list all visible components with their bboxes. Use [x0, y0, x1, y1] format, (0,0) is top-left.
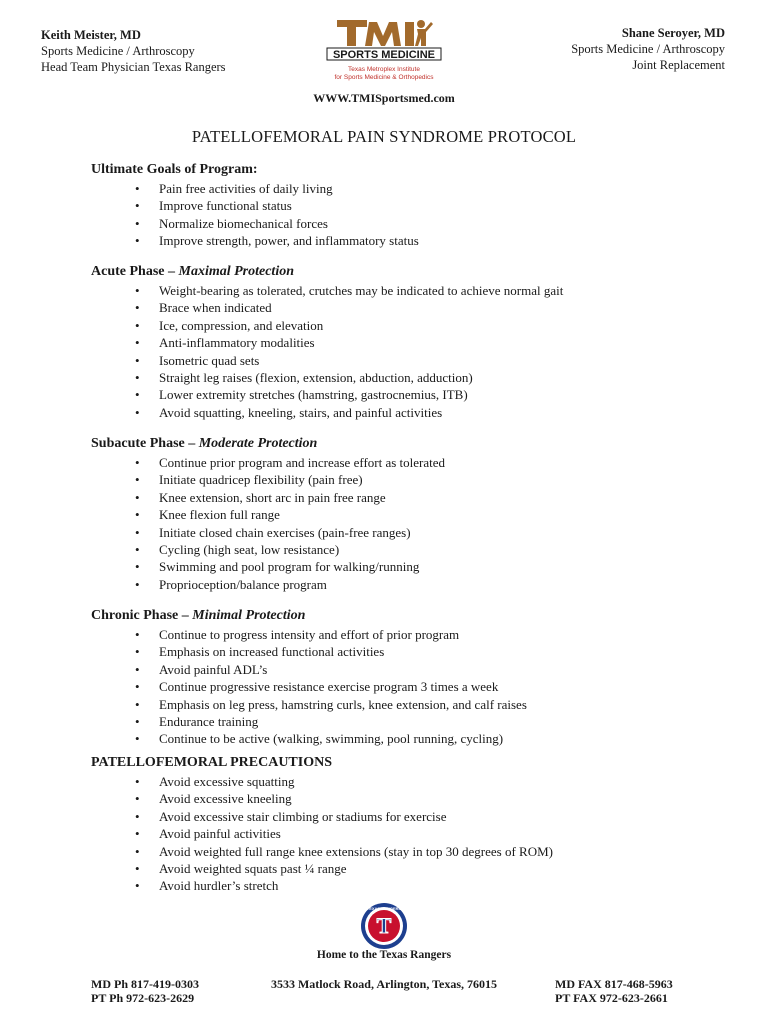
- list-item: • Initiate quadricep flexibility (pain free): [135, 472, 363, 488]
- list-item: • Avoid painful ADL’s: [135, 661, 268, 677]
- md-fax: MD FAX 817-468-5963: [555, 977, 673, 991]
- list-item: • Proprioception/balance program: [135, 576, 327, 592]
- list-item: • Endurance training: [135, 713, 259, 729]
- list-item: • Avoid weighted squats past ¼ range: [135, 860, 347, 876]
- home-tagline: Home to the Texas Rangers: [316, 949, 452, 961]
- section-heading: Subacute Phase – Moderate Protection: [91, 436, 318, 451]
- section-goals: [91, 162, 258, 178]
- left-physician-title: Head Team Physician Texas Rangers: [41, 60, 226, 74]
- precautions-list: [91, 773, 553, 895]
- right-physician-specialty: Sports Medicine / Arthroscopy: [571, 42, 725, 56]
- header-left-block: [41, 27, 226, 75]
- list-item: • Emphasis on leg press, hamstring curls, knee extension, and calf raises: [135, 696, 527, 712]
- list-item: • Straight leg raises (flexion, extension, abduction, adduction): [135, 369, 473, 385]
- list-item: • Continue to be active (walking, swimming, pool running, cycling): [135, 731, 504, 747]
- tmi-logo: [325, 18, 443, 90]
- website-link[interactable]: WWW.TMISportsmed.com: [313, 91, 455, 105]
- list-item: • Improve functional status: [135, 198, 292, 214]
- list-item: • Avoid excessive kneeling: [135, 791, 292, 807]
- list-item: • Knee extension, short arc in pain free range: [135, 489, 386, 505]
- list-item: • Continue progressive resistance exercise program 3 times a week: [135, 679, 499, 695]
- list-item: • Ice, compression, and elevation: [135, 317, 324, 333]
- list-item: • Weight-bearing as tolerated, crutches may be indicated to achieve normal gait: [135, 283, 564, 298]
- list-item: • Knee flexion full range: [135, 507, 280, 523]
- list-item: • Emphasis on increased functional activities: [135, 644, 385, 660]
- list-item: • Avoid excessive stair climbing or stadiums for exercise: [135, 808, 447, 824]
- chronic-list: [91, 626, 527, 748]
- section-heading: PATELLOFEMORAL PRECAUTIONS: [91, 755, 333, 770]
- document-title: PATELLOFEMORAL PAIN SYNDROME PROTOCOL: [191, 127, 577, 146]
- goals-list: [91, 180, 419, 250]
- list-item: • Avoid squatting, kneeling, stairs, and painful activities: [135, 404, 443, 420]
- list-item: • Improve strength, power, and inflammatory status: [135, 233, 419, 249]
- list-item: • Avoid hurdler’s stretch: [135, 878, 279, 894]
- logo-sub-text-1: Texas Metroplex Institute: [348, 66, 420, 73]
- list-item: • Lower extremity stretches (hamstring, gastrocnemius, ITB): [135, 387, 468, 403]
- list-item: • Isometric quad sets: [135, 352, 260, 368]
- pt-phone: PT Ph 972-623-2629: [91, 991, 195, 1005]
- md-phone: MD Ph 817-419-0303: [91, 977, 199, 991]
- section-heading: Chronic Phase – Minimal Protection: [91, 608, 306, 623]
- acute-list: [91, 282, 563, 421]
- list-item: • Continue prior program and increase effort as tolerated: [135, 455, 446, 470]
- svg-text:T: T: [376, 913, 392, 938]
- texas-rangers-logo: [360, 902, 408, 950]
- section-chronic: [91, 608, 305, 624]
- pt-fax: PT FAX 972-623-2661: [555, 991, 668, 1005]
- list-item: • Continue to progress intensity and effort of prior program: [135, 627, 460, 642]
- subacute-list: [91, 454, 445, 593]
- list-item: • Avoid weighted full range knee extensions (stay in top 30 degrees of ROM): [135, 843, 553, 859]
- list-item: • Cycling (high seat, low resistance): [135, 541, 340, 557]
- footer-faxes: [555, 977, 673, 1005]
- right-physician-name: Shane Seroyer, MD: [621, 26, 725, 40]
- section-precautions: [91, 755, 332, 771]
- logo-sub-text-2: for Sports Medicine & Orthopedics: [334, 74, 434, 81]
- footer-address: 3533 Matlock Road, Arlington, Texas, 76015: [270, 977, 498, 991]
- left-physician-name: Keith Meister, MD: [41, 28, 141, 42]
- right-physician-title: Joint Replacement: [632, 58, 725, 72]
- svg-text:TEXAS RANGERS: TEXAS RANGERS: [366, 906, 402, 911]
- list-item: • Brace when indicated: [135, 300, 272, 316]
- section-acute: [91, 264, 294, 280]
- header-right-block: [571, 25, 725, 73]
- section-subacute: [91, 436, 317, 452]
- list-item: • Avoid painful activities: [135, 826, 281, 842]
- section-heading: Ultimate Goals of Program:: [91, 162, 258, 177]
- list-item: • Initiate closed chain exercises (pain-free ranges): [135, 524, 411, 540]
- list-item: • Anti-inflammatory modalities: [135, 335, 315, 351]
- section-heading: Acute Phase – Maximal Protection: [91, 264, 294, 279]
- list-item: • Swimming and pool program for walking/running: [135, 559, 420, 575]
- left-physician-specialty: Sports Medicine / Arthroscopy: [41, 44, 195, 58]
- list-item: • Pain free activities of daily living: [135, 181, 333, 196]
- logo-main-text: SPORTS MEDICINE: [332, 49, 436, 61]
- list-item: • Avoid excessive squatting: [135, 774, 295, 789]
- list-item: • Normalize biomechanical forces: [135, 215, 328, 231]
